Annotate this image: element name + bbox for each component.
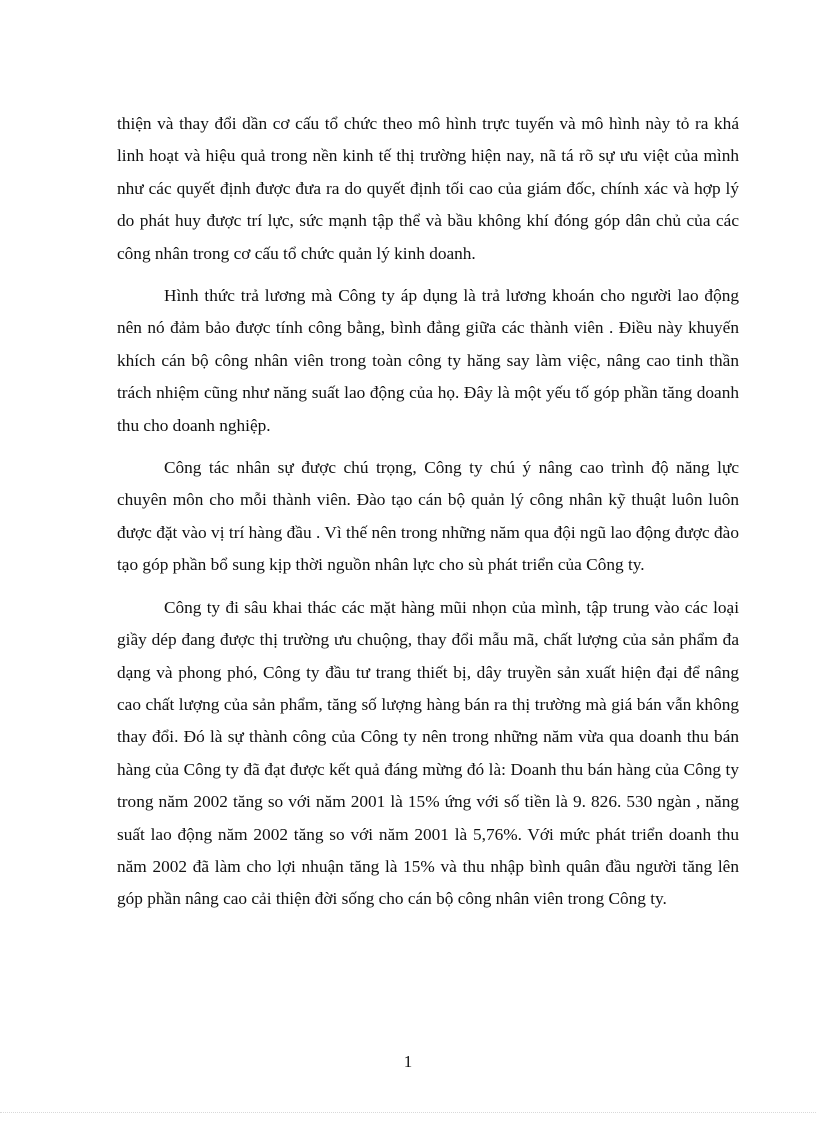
paragraph-2: Hình thức trả lương mà Công ty áp dụng là trả lương khoán cho người lao động nên nó đảm bảo được tính công bằng, bình đẳng giữa các thành viên . Điều này khuyến khích cán bộ công nhân viên trong toàn công ty hăng say làm việc, nâng cao tinh thần trách nhiệm cũng như năng suất lao động của họ. Đây là một yếu tố góp phần tăng doanh thu cho doanh nghiệp.	[117, 286, 739, 435]
document-body	[117, 108, 739, 926]
paragraph-3: Công tác nhân sự được chú trọng, Công ty chú ý nâng cao trình độ năng lực chuyên môn cho mỗi thành viên. Đào tạo cán bộ quản lý công nhân kỹ thuật luôn luôn được đặt vào vị trí hàng đầu . Vì thế nên trong những năm qua đội ngũ lao động được đào tạo góp phần bổ sung kịp thời nguồn nhân lực cho sù phát triển của Công ty.	[117, 458, 739, 575]
paragraph-1: thiện và thay đổi dần cơ cấu tổ chức theo mô hình trực tuyến và mô hình này tỏ ra khá linh hoạt và hiệu quả trong nền kinh tế thị trường hiện nay, nã tá rõ sự ưu việt của mình như các quyết định được đưa ra do quyết định tối cao của giám đốc, chính xác và hợp lý do phát huy được trí lực, sức mạnh tập thể và bầu không khí đóng góp dân chủ của các công nhân trong cơ cấu tổ chức quản lý kinh doanh.	[117, 114, 739, 263]
paragraph-4: Công ty đi sâu khai thác các mặt hàng mũi nhọn của mình, tập trung vào các loại giầy dép đang được thị trường ưu chuộng, thay đổi mẫu mã, chất lượng của sản phẩm đa dạng và phong phó, Công ty đầu tư trang thiết bị, dây truyền sản xuất hiện đại để nâng cao chất lượng của sản phẩm, tăng số lượng hàng bán ra thị trường mà giá bán vẫn không thay đổi. Đó là sự thành công của Công ty nên trong những năm vừa qua doanh thu bán hàng của Công ty đã đạt được kết quả đáng mừng đó là: Doanh thu bán hàng của Công ty trong năm 2002 tăng so với năm 2001 là 15% ứng với số tiền là 9. 826. 530 ngàn , năng suất lao động năm 2002 tăng so với năm 2001 là 5,76%. Với mức phát triển doanh thu năm 2002 đã làm cho lợi nhuận tăng là 15% và thu nhập bình quân đầu người tăng lên góp phần nâng cao cải thiện đời sống cho cán bộ công nhân viên trong Công ty.	[117, 597, 739, 909]
page-number: 1	[403, 1052, 413, 1071]
page-bottom-divider	[0, 1112, 816, 1113]
